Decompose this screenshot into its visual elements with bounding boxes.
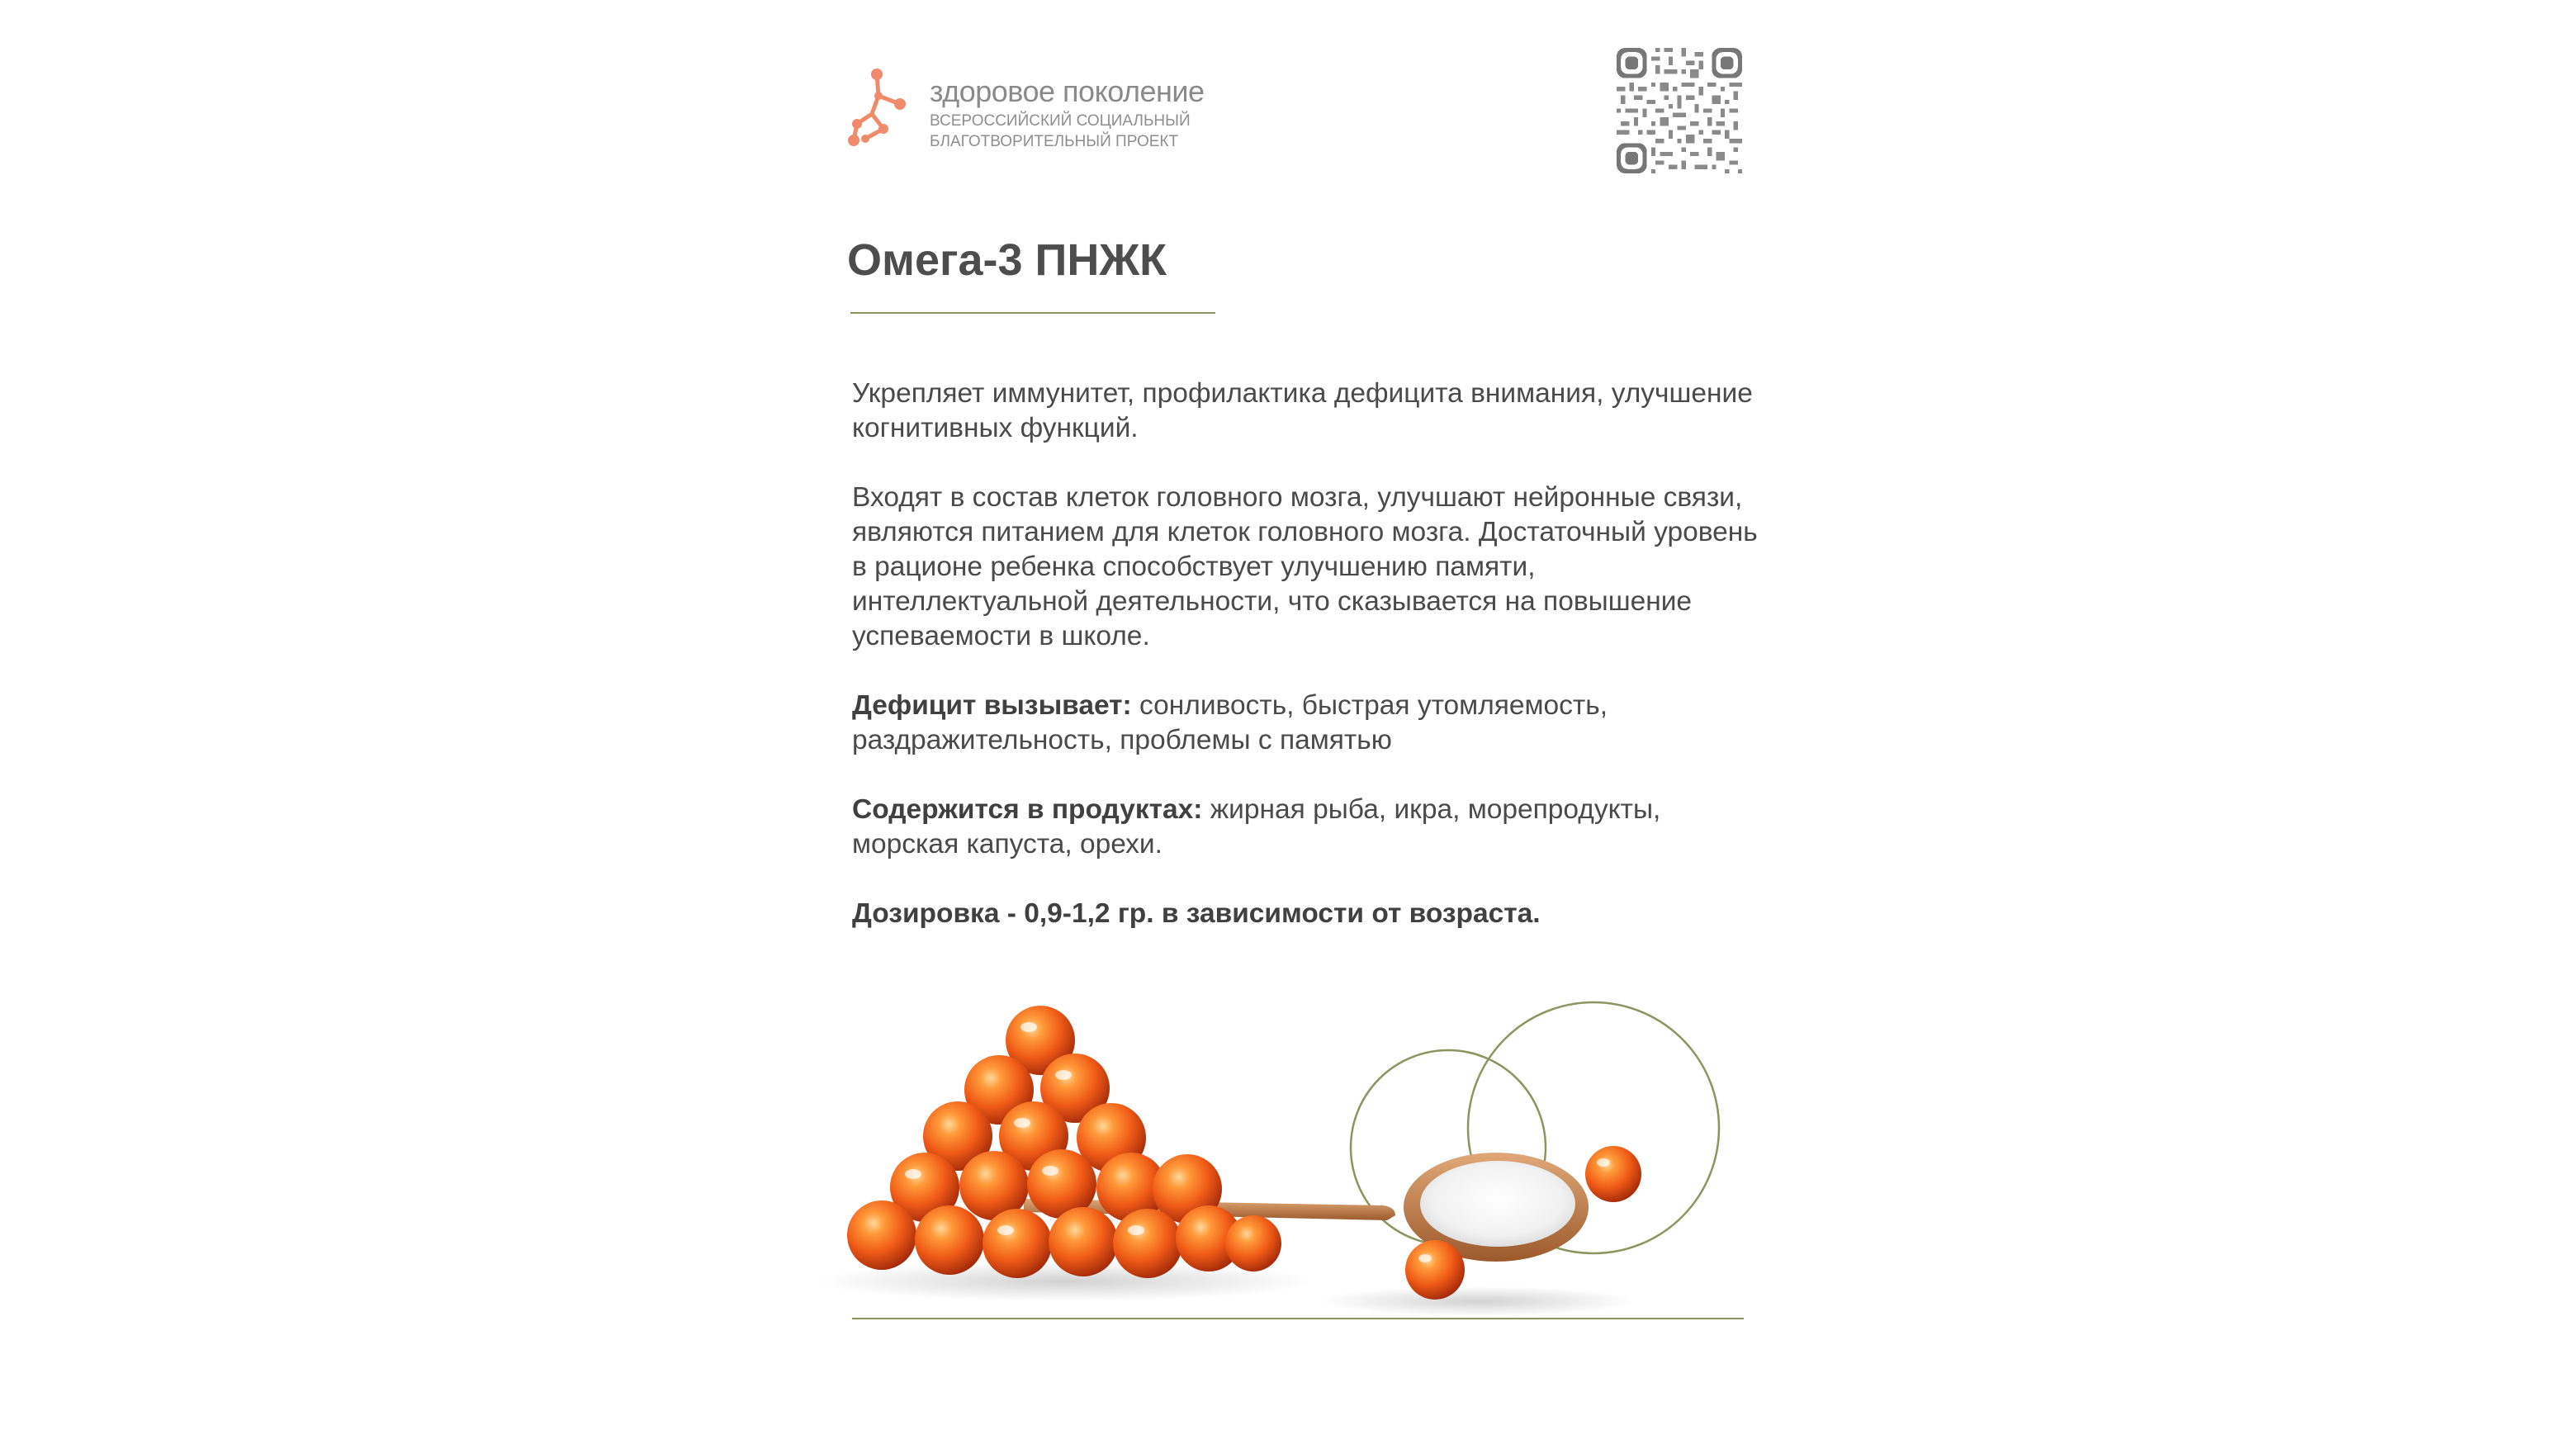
qr-code-icon [1617, 48, 1742, 173]
sources-text: жирная рыба, икра, морепродукты, морская капуста, орехи. [852, 794, 1661, 859]
bottom-divider [852, 1318, 1744, 1319]
deficit-text: сонливость, быстрая утомляемость, раздражительность, проблемы с памятью [852, 690, 1608, 755]
brand-logo [845, 66, 1205, 157]
description-paragraph: Входят в состав клеток головного мозга, улучшают нейронные связи, являются питанием для клеток головного мозга. Достаточный уровень в рационе ребенка способствует улучшению памяти, интеллектуальной деятельности, что сказывается на повышение успеваемости в школе. [852, 482, 1758, 651]
brand-subtitle-line2: БЛАГОТВОРИТЕЛЬНЫЙ ПРОЕКТ [930, 133, 1179, 150]
page-title: Омега-3 ПНЖК [847, 235, 1167, 285]
brand-subtitle [930, 111, 1191, 152]
deficit-label: Дефицит вызывает: [852, 690, 1132, 721]
title-underline [850, 312, 1215, 314]
deficit-paragraph [852, 689, 1769, 758]
dosage-paragraph [852, 897, 1769, 931]
caviar-illustration [817, 991, 1750, 1329]
caviar-pile [847, 1006, 1281, 1278]
spoon-shadow [1321, 1286, 1635, 1316]
dosage-text: Дозировка - 0,9-1,2 гр. в зависимости от возраста. [852, 898, 1541, 929]
sources-label: Содержится в продуктах: [852, 794, 1203, 825]
benefits-paragraph: Укрепляет иммунитет, профилактика дефицита внимания, улучшение когнитивных функций. [852, 378, 1753, 443]
sources-paragraph [852, 793, 1769, 862]
brand-subtitle-line1: ВСЕРОССИЙСКИЙ СОЦИАЛЬНЫЙ [930, 112, 1191, 130]
brand-name: здоровое поколение [930, 74, 1205, 108]
article-body [852, 376, 1769, 966]
molecule-logo-icon [845, 66, 913, 149]
